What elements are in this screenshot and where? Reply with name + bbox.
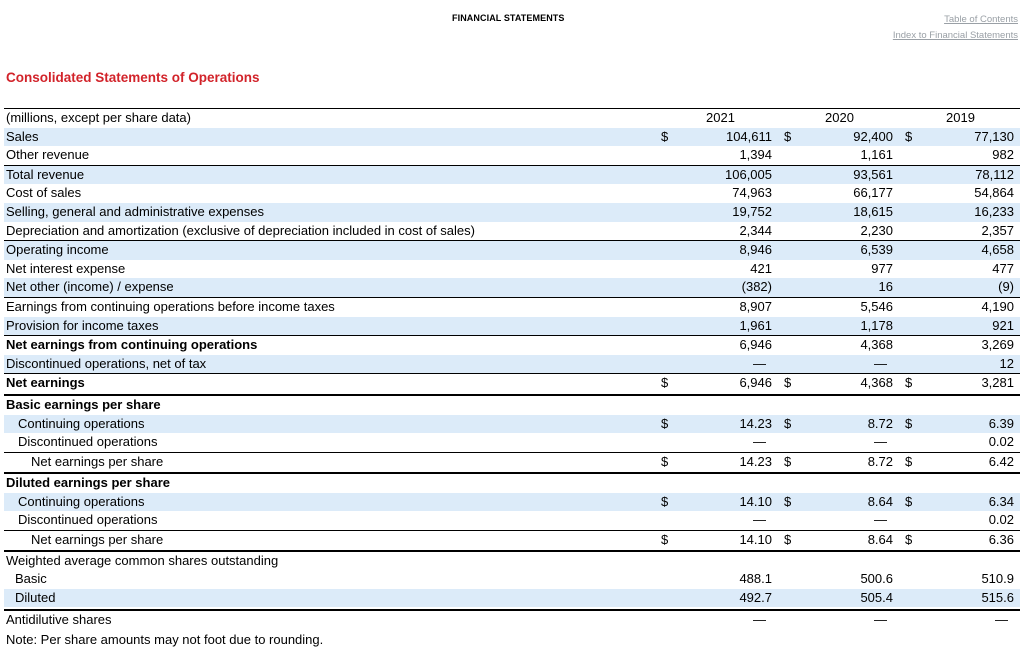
- table-header-row: [4, 108, 1020, 128]
- dollar-sign: $: [905, 415, 913, 431]
- table-row: [4, 452, 1020, 472]
- value-cell: 0.02: [988, 512, 1014, 528]
- dollar-sign: $: [905, 453, 913, 469]
- value-cell: 93,561: [853, 166, 893, 182]
- table-row: [4, 609, 1020, 630]
- dollar-sign: $: [784, 493, 792, 509]
- statement-title: Consolidated Statements of Operations: [6, 70, 260, 85]
- value-cell: 4,190: [981, 298, 1014, 314]
- value-cell: 92,400: [853, 128, 893, 144]
- value-cell: —: [753, 355, 766, 371]
- value-cell: 0.02: [988, 434, 1014, 450]
- value-cell: 1,394: [739, 147, 772, 163]
- value-cell: 18,615: [853, 203, 893, 219]
- value-cell: 510.9: [981, 571, 1014, 587]
- operations-table: [4, 108, 1020, 630]
- row-label: Weighted average common shares outstanding: [6, 552, 279, 568]
- row-label: Continuing operations: [18, 493, 145, 509]
- value-cell: 477: [992, 260, 1014, 276]
- table-row: [4, 570, 1020, 589]
- dollar-sign: $: [661, 532, 669, 548]
- table-row: [4, 184, 1020, 203]
- value-cell: 78,112: [975, 166, 1014, 182]
- dollar-sign: $: [784, 532, 792, 548]
- table-row: [4, 165, 1020, 185]
- value-cell: 14.23: [739, 453, 772, 469]
- table-row: [4, 394, 1020, 415]
- row-label: Diluted earnings per share: [6, 475, 170, 491]
- table-row: [4, 146, 1020, 165]
- value-cell: 66,177: [853, 185, 893, 201]
- table-row: [4, 222, 1020, 241]
- value-cell: 3,281: [981, 375, 1014, 391]
- value-cell: 6.42: [988, 453, 1014, 469]
- section-header: FINANCIAL STATEMENTS: [452, 13, 565, 23]
- dollar-sign: $: [784, 375, 792, 391]
- dollar-sign: $: [784, 453, 792, 469]
- value-cell: —: [753, 434, 766, 450]
- value-cell: 54,864: [974, 185, 1014, 201]
- value-cell: 6,539: [860, 242, 893, 258]
- dollar-sign: $: [784, 415, 792, 431]
- row-label: Continuing operations: [18, 415, 145, 431]
- value-cell: 505.4: [860, 589, 893, 605]
- table-row: [4, 472, 1020, 493]
- value-cell: 8.64: [867, 532, 893, 548]
- value-cell: 515.6: [981, 589, 1014, 605]
- value-cell: 500.6: [860, 571, 893, 587]
- row-label: Depreciation and amortization (exclusive of depreciation included in cost of sales): [6, 222, 475, 238]
- table-row: [4, 373, 1020, 393]
- value-cell: —: [874, 512, 887, 528]
- value-cell: 1,961: [739, 317, 772, 333]
- value-cell: 6.39: [988, 415, 1014, 431]
- value-cell: 6,946: [739, 337, 772, 353]
- value-cell: 77,130: [974, 128, 1014, 144]
- value-cell: 2,344: [739, 222, 772, 238]
- value-cell: 421: [750, 260, 772, 276]
- row-label: Basic: [15, 571, 47, 587]
- nav-links: [893, 12, 1018, 44]
- value-cell: 5,546: [860, 298, 893, 314]
- row-label: Provision for income taxes: [6, 317, 159, 333]
- year-header: 2020: [825, 110, 854, 125]
- row-label: Selling, general and administrative expenses: [6, 203, 264, 219]
- value-cell: 1,178: [860, 317, 893, 333]
- table-row: [4, 589, 1020, 608]
- value-cell: 4,658: [981, 242, 1014, 258]
- dollar-sign: $: [661, 128, 669, 144]
- row-label: Net earnings per share: [31, 532, 164, 548]
- table-row: [4, 493, 1020, 512]
- value-cell: 492.7: [739, 589, 772, 605]
- value-cell: 977: [871, 260, 893, 276]
- row-label: Other revenue: [6, 147, 90, 163]
- value-cell: 14.10: [739, 532, 772, 548]
- row-label: Discontinued operations: [18, 434, 158, 450]
- value-cell: 8.64: [867, 493, 893, 509]
- row-label: Net other (income) / expense: [6, 279, 174, 295]
- value-cell: 74,963: [732, 185, 772, 201]
- value-cell: 14.10: [739, 493, 772, 509]
- table-row: [4, 530, 1020, 550]
- row-label: Sales: [6, 128, 39, 144]
- value-cell: 4,368: [860, 337, 893, 353]
- value-cell: 4,368: [860, 375, 893, 391]
- value-cell: 19,752: [732, 203, 772, 219]
- row-label: Antidilutive shares: [6, 612, 112, 628]
- dollar-sign: $: [905, 493, 913, 509]
- table-row: [4, 128, 1020, 147]
- value-cell: 488.1: [739, 571, 772, 587]
- table-row: [4, 335, 1020, 355]
- value-cell: 2,230: [860, 222, 893, 238]
- dollar-sign: $: [661, 375, 669, 391]
- value-cell: 8.72: [867, 415, 893, 431]
- table-row: [4, 297, 1020, 317]
- footnote: Note: Per share amounts may not foot due to rounding.: [6, 632, 324, 647]
- year-header: 2021: [706, 110, 735, 125]
- table-row: [4, 317, 1020, 336]
- dollar-sign: $: [905, 375, 913, 391]
- table-row: [4, 511, 1020, 530]
- value-cell: (9): [998, 279, 1014, 295]
- value-cell: 6.34: [988, 493, 1014, 509]
- value-cell: 8,946: [739, 242, 772, 258]
- value-cell: 6,946: [739, 375, 772, 391]
- value-cell: 982: [992, 147, 1014, 163]
- row-label: Total revenue: [6, 166, 85, 182]
- dollar-sign: $: [661, 493, 669, 509]
- value-cell: 6.36: [988, 532, 1014, 548]
- row-label: Cost of sales: [6, 185, 82, 201]
- value-cell: —: [753, 612, 766, 628]
- value-cell: 921: [992, 317, 1014, 333]
- value-cell: 16,233: [974, 203, 1014, 219]
- value-cell: 1,161: [860, 147, 893, 163]
- table-row: [4, 203, 1020, 222]
- dollar-sign: $: [661, 453, 669, 469]
- value-cell: (382): [741, 279, 772, 295]
- table-row: [4, 550, 1020, 571]
- value-cell: 2,357: [981, 222, 1014, 238]
- value-cell: 16: [878, 279, 893, 295]
- table-of-contents-link[interactable]: Table of Contents: [944, 14, 1018, 25]
- table-row: [4, 260, 1020, 279]
- row-label: Basic earnings per share: [6, 396, 161, 412]
- row-label: Net interest expense: [6, 260, 126, 276]
- row-label: Discontinued operations, net of tax: [6, 355, 207, 371]
- value-cell: —: [874, 434, 887, 450]
- value-cell: 14.23: [739, 415, 772, 431]
- value-cell: —: [874, 612, 887, 628]
- dollar-sign: $: [784, 128, 792, 144]
- value-cell: 3,269: [981, 337, 1014, 353]
- row-label: Net earnings from continuing operations: [6, 337, 258, 353]
- row-label: Net earnings per share: [31, 453, 164, 469]
- index-link[interactable]: Index to Financial Statements: [892, 30, 1018, 41]
- column-header-label: (millions, except per share data): [6, 110, 191, 125]
- row-label: Net earnings: [6, 375, 85, 391]
- table-row: [4, 240, 1020, 260]
- row-label: Operating income: [6, 242, 109, 258]
- dollar-sign: $: [905, 532, 913, 548]
- table-row: [4, 415, 1020, 434]
- table-row: [4, 433, 1020, 452]
- value-cell: —: [874, 355, 887, 371]
- row-label: Discontinued operations: [18, 512, 158, 528]
- value-cell: 106,005: [725, 166, 772, 182]
- dollar-sign: $: [905, 128, 913, 144]
- table-row: [4, 278, 1020, 297]
- value-cell: 104,611: [725, 128, 772, 144]
- dollar-sign: $: [661, 415, 669, 431]
- row-label: Diluted: [15, 589, 56, 605]
- value-cell: 8.72: [867, 453, 893, 469]
- value-cell: 12: [999, 355, 1014, 371]
- value-cell: 8,907: [739, 298, 772, 314]
- year-header: 2019: [946, 110, 975, 125]
- value-cell: —: [995, 612, 1008, 628]
- table-row: [4, 355, 1020, 374]
- value-cell: —: [753, 512, 766, 528]
- row-label: Earnings from continuing operations before income taxes: [6, 298, 335, 314]
